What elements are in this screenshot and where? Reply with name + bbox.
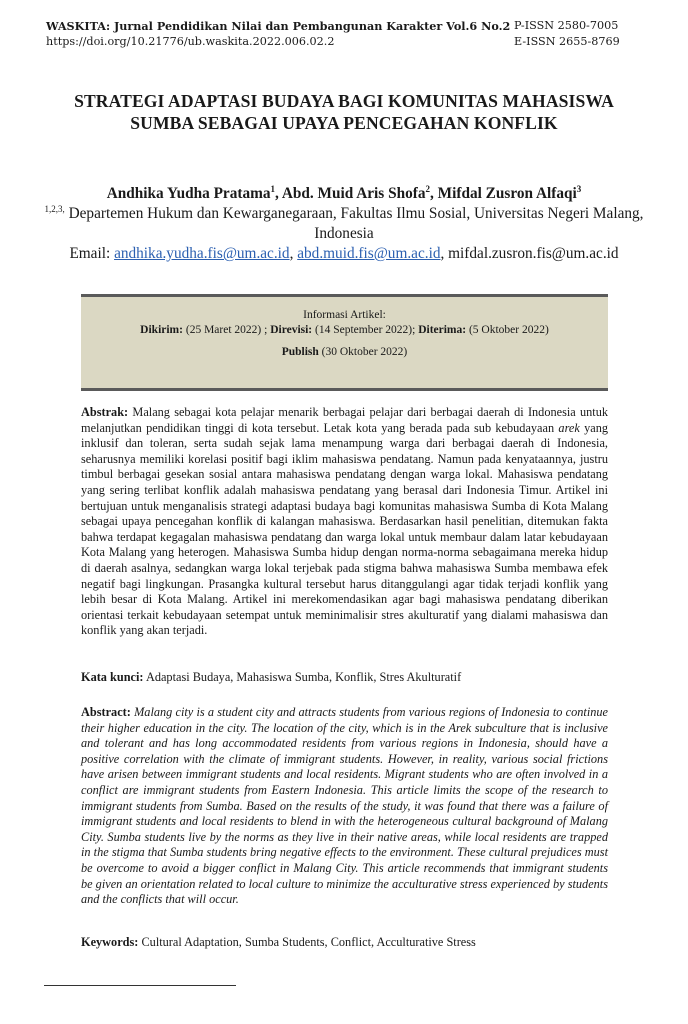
author-name: Abd. Muid Aris Shofa — [281, 185, 426, 202]
author-name: Andhika Yudha Pratama — [106, 185, 271, 202]
info-dates — [81, 323, 608, 338]
abstrak-text-2: yang inklusif dan toleran, serta sudah sejak lama menampung warga dari berbagai daerah di Indonesia, seharusnya memiliki korelasi positif bagi iklim mahasiswa pendatang. Namun pada kenyataannya, justru timbul berbagai gesekan sosial antara mahasiswa pendatang dengan warga lokal. Mahasiswa pendatang yang sering terlibat konflik adalah mahasiswa pendatang yang berasal dari Indonesia Timur. Artikel ini bertujuan untuk menganalisis strategi adaptasi budaya bagi komunitas mahasiswa Sumba di Kota Malang sebagai upaya pencegahan konflik di kalangan mahasiswa. Berdasarkan hasil penelitian, ditemukan fakta bahwa terdapat kegagalan mahasiswa pendatang dan warga lokal untuk membaur dalam latar kebudayaan Kota Malang yang heterogen. Mahasiswa Sumba hidup dengan norma-norma sebagaimana mereka hidup di daerah asalnya, sedangkan warga lokal terjebak pada stigma bahwa mahasiswa Sumba membawa efek negatif bagi lingkungan. Prasangka kultural tersebut harus ditanggulangi agar tidak terjadi konflik yang lebih besar di Kota Malang. Artikel ini merekomendasikan agar bagi mahasiswa pendatang diberikan orientasi terkait kebudayaan setempat untuk meminimalisir stres akulturatif yang dialami mahasiswa dan konflik yang akan terjadi. — [81, 420, 609, 638]
author-name: Mifdal Zusron Alfaqi — [437, 185, 577, 202]
author-names: Andhika Yudha Pratama$^1$, Abd. Muid Aris Shofa$^2$, Mifdal Zusron Alfaqi$^3$ — [106, 184, 582, 202]
abstrak-text-1: Malang sebagai kota pelajar menarik berbagai pelajar dari berbagai daerah di Indonesia untuk melanjutkan pendidikan tinggi di kota tersebut. Letak kota yang berada pada sub kebudayaan — [81, 405, 608, 435]
abstrak-label: Abstrak: — [81, 405, 129, 419]
article-info-box — [81, 294, 608, 391]
author-sup: 1 — [270, 184, 276, 194]
footnote-separator — [44, 985, 236, 986]
abstrak-italic-term: arek — [558, 420, 580, 435]
paper-title — [40, 90, 648, 134]
kata-kunci-value: Adaptasi Budaya, Mahasiswa Sumba, Konflik, Stres Akulturatif — [145, 670, 462, 684]
author-block — [40, 184, 648, 264]
email-text-3: mifdal.zusron.fis@um.ac.id — [448, 245, 619, 262]
diterima-date: (5 Oktober 2022) — [468, 324, 549, 336]
email-label: Email: — [69, 245, 111, 262]
diterima-label: Diterima: — [418, 324, 467, 336]
abstract-paragraph — [81, 705, 608, 908]
email-link-2[interactable]: abd.muid.fis@um.ac.id — [297, 245, 441, 262]
e-issn: E-ISSN 2655-8769 — [514, 35, 620, 48]
doi-link[interactable]: https://doi.org/10.21776/ub.waskita.2022.006.02.2 — [46, 35, 335, 48]
direvisi-date: (14 September 2022); — [315, 324, 416, 336]
dikirim-label: Dikirim: — [140, 324, 183, 336]
abstract-label: Abstract: — [81, 705, 131, 719]
info-heading: Informasi Artikel: — [303, 309, 386, 321]
author-sup: 2 — [425, 184, 430, 194]
author-sup: 3 — [576, 184, 582, 194]
info-publish — [81, 345, 608, 360]
journal-name: WASKITA: Jurnal Pendidikan Nilai dan Pembangunan Karakter Vol.6 No.2 — [46, 19, 511, 33]
publish-label: Publish — [281, 346, 319, 358]
direvisi-label: Direvisi: — [270, 324, 313, 336]
abstrak-paragraph — [81, 405, 608, 639]
publish-date: (30 Oktober 2022) — [321, 346, 408, 358]
kata-kunci-label: Kata kunci: — [81, 670, 144, 684]
p-issn: P-ISSN 2580-7005 — [514, 19, 619, 32]
affiliation-text: Departemen Hukum dan Kewarganegaraan, Fakultas Ilmu Sosial, Universitas Negeri Malang, Indonesia — [68, 205, 644, 242]
running-header — [46, 18, 642, 50]
dikirim-date: (25 Maret 2022) ; — [185, 324, 268, 336]
keywords-value: Cultural Adaptation, Sumba Students, Conflict, Acculturative Stress — [141, 935, 476, 949]
keywords-label: Keywords: — [81, 935, 139, 949]
kata-kunci — [81, 670, 608, 686]
affiliation-sup: 1,2,3, — [44, 204, 65, 214]
title-line-2: SUMBA SEBAGAI UPAYA PENCEGAHAN KONFLIK — [130, 113, 558, 133]
keywords — [81, 935, 608, 951]
abstract-text: Malang city is a student city and attracts students from various regions of Indonesia to continue their higher education in the city. The location of the city, which is in the Arek subculture that is inclusive and tolerant and has long accommodated residents from various regions in Indonesia, should have a positive correlation with the climate of immigrant students. However, in reality, various social frictions have arisen between immigrant students and local residents. Migrant students who are often involved in a conflict are immigrant students from Eastern Indonesia. This article limits the scope of the research to immigrant students from Sumba. Based on the results of the study, it was found that there was a failure of immigrant students and local residents to blend in with the heterogeneous cultural background of Malang City. Sumba students live by the norms as they live in their native areas, while local residents are trapped in the stigma that Sumba students bring negative effects to the environment. These cultural prejudices must be overcome to avoid a bigger conflict in Malang City. This article recommends that immigrant students be given an orientation related to local culture to minimize the acculturative stress experienced by students and the conflicts that will occur. — [81, 705, 608, 907]
title-line-1: STRATEGI ADAPTASI BUDAYA BAGI KOMUNITAS MAHASISWA — [74, 91, 614, 111]
email-link-1[interactable]: andhika.yudha.fis@um.ac.id — [114, 245, 290, 262]
affiliation — [40, 204, 648, 244]
email-line: Email: andhika.yudha.fis@um.ac.id, abd.muid.fis@um.ac.id, mifdal.zusron.fis@um.ac.id — [69, 245, 619, 262]
